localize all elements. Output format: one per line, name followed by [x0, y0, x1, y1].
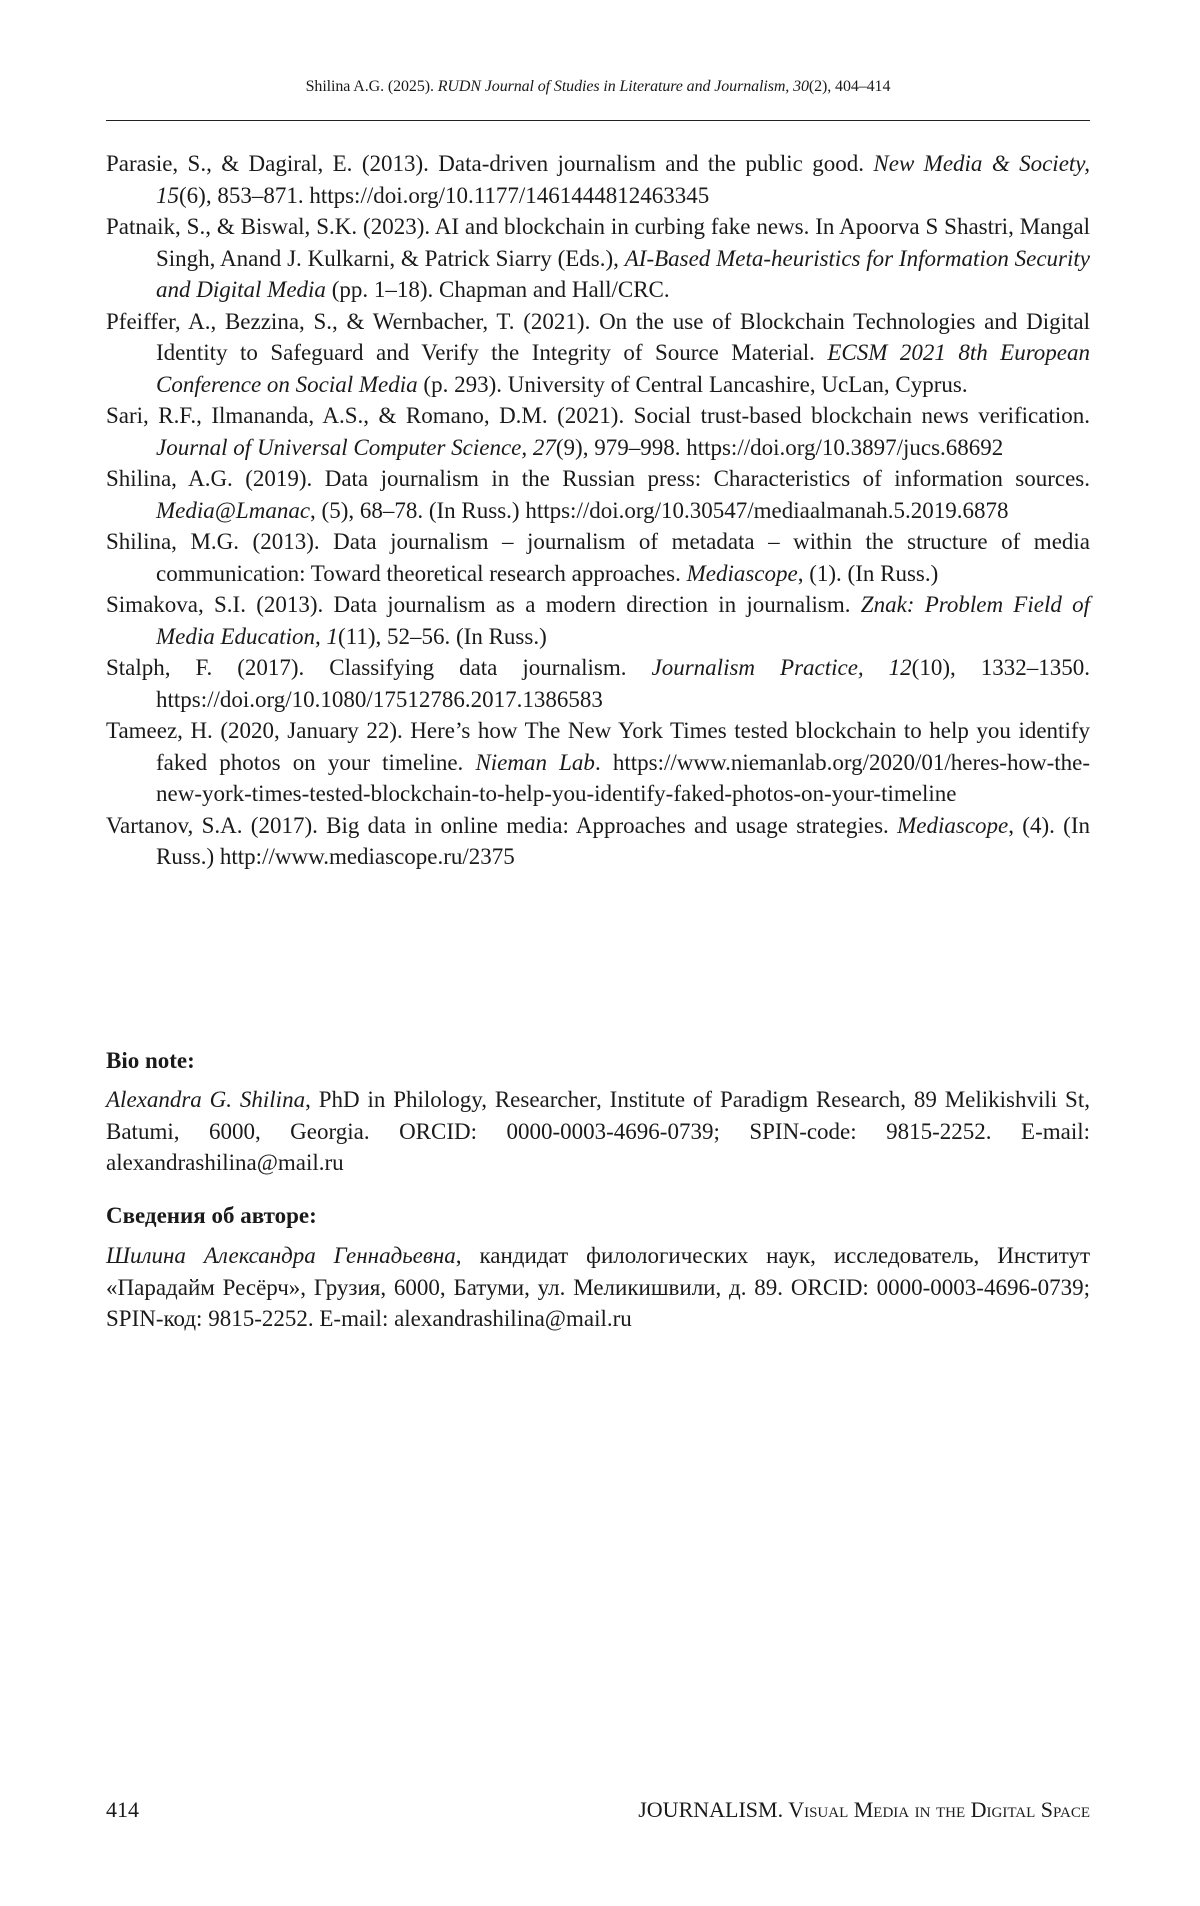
reference-item: [106, 306, 1090, 401]
reference-source: New Media & Society, 15: [156, 151, 1090, 208]
reference-text: Stalph, F. (2017). Classifying data journalism.: [106, 655, 652, 680]
header-rule: [106, 120, 1090, 121]
reference-item: [106, 211, 1090, 306]
reference-source: AI-Based Meta-heuristics for Information Security and Digital Media: [156, 245, 1090, 302]
reference-details: , (1). (In Russ.): [797, 560, 939, 586]
reference-source: Mediascope: [686, 560, 798, 586]
journal-section-name: JOURNALISM. Visual Media in the Digital Space: [638, 1797, 1090, 1822]
bio-details: , PhD in Philology, Researcher, Institute of Paradigm Research, 89 Melikishvili St, Batumi, 6000, Georgia. ORCID: 0000-0003-4696-0739; SPIN-code: 9815-2252. E-mail: alexandrashilina@mail.ru: [106, 1087, 1090, 1175]
page-number: 414: [106, 1797, 139, 1822]
reference-text: Tameez, H. (2020, January 22). Here’s how The New York Times tested blockchain to help you identify faked photos on your timeline.: [106, 718, 1090, 775]
bio-ru-text: [106, 1240, 1090, 1335]
reference-details: (11), 52–56. (In Russ.): [338, 623, 547, 649]
reference-source: Journalism Practice, 12: [651, 655, 912, 680]
running-head: [106, 78, 1090, 96]
reference-text: Pfeiffer, A., Bezzina, S., & Wernbacher, T. (2021). On the use of Blockchain Technologies and Digital Identity to Safeguard and Verify the Integrity of Source Material.: [106, 308, 1090, 365]
running-head-journal: RUDN Journal of Studies in Literature and Journalism, 30: [437, 78, 809, 95]
reference-item: [106, 148, 1090, 211]
reference-details: (6), 853–871. https://doi.org/10.1177/1461444812463345: [179, 182, 710, 208]
reference-item: [106, 715, 1090, 810]
bio-ru-heading: Сведения об авторе:: [106, 1203, 317, 1228]
reference-item: [106, 526, 1090, 589]
reference-details: (pp. 1–18). Chapman and Hall/CRC.: [325, 277, 670, 302]
bio-text: [106, 1084, 1090, 1179]
reference-source: Mediascope: [897, 812, 1009, 838]
reference-source: Nieman Lab: [475, 749, 595, 775]
reference-source: ECSM 2021 8th European Conference on Social Media: [156, 340, 1091, 397]
reference-text: Shilina, M.G. (2013). Data journalism – journalism of metadata – within the structure of media communication: Toward theoretical research approaches.: [106, 529, 1090, 586]
reference-item: [106, 652, 1090, 715]
reference-details: , (4). (In Russ.) http://www.mediascope.ru/2375: [156, 812, 1090, 869]
reference-source: Journal of Universal Computer Science, 27: [156, 434, 556, 460]
running-head-issue: (2), 404–414: [808, 78, 891, 95]
bio-author-name: Alexandra G. Shilina: [106, 1087, 306, 1112]
reference-item: [106, 589, 1090, 652]
reference-details: (9), 979–998. https://doi.org/10.3897/jucs.68692: [555, 434, 1004, 460]
reference-item: [106, 463, 1090, 526]
reference-source: Media@Lmanac: [156, 497, 311, 523]
reference-text: Sari, R.F., Ilmananda, A.S., & Romano, D.M. (2021). Social trust-based blockchain news verification.: [106, 403, 1090, 428]
bio-ru-author-name: Шилина Александра Геннадьевна: [106, 1243, 456, 1268]
reference-details: (p. 293). University of Central Lancashire, UcLan, Cyprus.: [417, 371, 968, 397]
bio-heading: Bio note:: [106, 1048, 195, 1073]
bio-ru-details: , кандидат филологических наук, исследователь, Институт «Парадайм Ресёрч», Грузия, 6000, Батуми, ул. Меликишвили, д. 89. ORCID: 0000-0003-4696-0739; SPIN-код: 9815-2252. E-mail: alexandrashilina@mail.ru: [106, 1243, 1090, 1331]
reference-details: (10), 1332–1350. https://doi.org/10.1080/17512786.2017.1386583: [156, 655, 1090, 712]
reference-item: [106, 810, 1090, 873]
reference-list: [106, 148, 1090, 873]
reference-text: Simakova, S.I. (2013). Data journalism as a modern direction in journalism.: [106, 592, 861, 617]
reference-source: Znak: Problem Field of Media Education, 1: [156, 592, 1090, 649]
reference-text: Patnaik, S., & Biswal, S.K. (2023). AI and blockchain in curbing fake news. In Apoorva S Shastri, Mangal Singh, Anand J. Kulkarni, & Patrick Siarry (Eds.),: [106, 214, 1090, 271]
reference-details: . https://www.niemanlab.org/2020/01/heres-how-the-new-york-times-tested-blockchain-to-help-you-identify-faked-photos-on-your-timeline: [156, 749, 1090, 806]
running-head-authors: Shilina A.G. (2025).: [305, 78, 438, 95]
reference-item: [106, 400, 1090, 463]
reference-text: Shilina, A.G. (2019). Data journalism in the Russian press: Characteristics of information sources.: [106, 466, 1090, 491]
reference-text: Parasie, S., & Dagiral, E. (2013). Data-driven journalism and the public good.: [106, 151, 874, 176]
journal-section-title: [638, 1797, 1090, 1823]
reference-text: Vartanov, S.A. (2017). Big data in online media: Approaches and usage strategies.: [106, 812, 898, 838]
reference-details: , (5), 68–78. (In Russ.) https://doi.org/10.30547/mediaalmanah.5.2019.6878: [310, 497, 1009, 523]
